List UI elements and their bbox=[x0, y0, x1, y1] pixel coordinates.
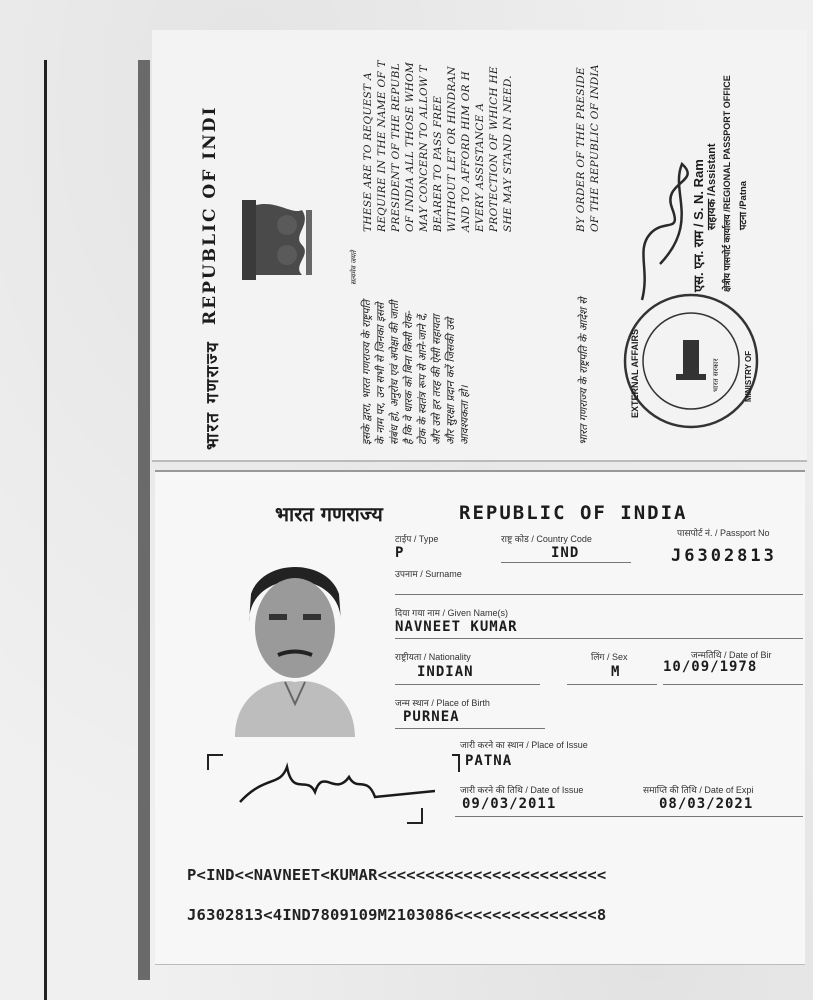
request-english-line-7: WITHOUT LET OR HINDRAN bbox=[446, 66, 458, 232]
place-of-birth-value: PURNEA bbox=[403, 709, 460, 725]
given-names-rule bbox=[395, 638, 803, 639]
request-english-line-3: PRESIDENT OF THE REPUBL bbox=[390, 63, 402, 232]
sex-rule bbox=[567, 684, 657, 685]
seal-text-center: भारत सरकार bbox=[712, 358, 720, 392]
surname-label: उपनाम / Surname bbox=[395, 569, 462, 579]
data-header-hindi: भारत गणराज्य bbox=[275, 502, 383, 526]
dates-rule bbox=[455, 816, 803, 817]
passport-no-value: J6302813 bbox=[671, 546, 777, 566]
observations-page bbox=[152, 30, 807, 462]
request-english-line-8: AND TO AFFORD HIM OR H bbox=[460, 71, 472, 232]
upper-title-english: REPUBLIC OF INDI bbox=[200, 105, 220, 325]
dob-value: 10/09/1978 bbox=[663, 659, 758, 675]
date-of-issue-value: 09/03/2011 bbox=[462, 796, 557, 812]
nationality-label: राष्ट्रीयता / Nationality bbox=[395, 652, 471, 662]
order-hindi: भारत गणराज्य के राष्ट्रपति के आदेश से bbox=[578, 297, 590, 445]
request-hindi-line-5: टोक के स्वतंत्र रूप से आने-जाने दें, bbox=[417, 312, 429, 445]
order-english-line-2: OF THE REPUBLIC OF INDIA bbox=[589, 64, 601, 232]
mrz-line-1: P<IND<<NAVNEET<KUMAR<<<<<<<<<<<<<<<<<<<<<<<< bbox=[187, 866, 607, 884]
official-seal-icon bbox=[620, 290, 762, 432]
request-hindi-line-2: के नाम पर, उन सभी से जिनका इससे bbox=[375, 302, 387, 445]
date-of-expiry-value: 08/03/2021 bbox=[659, 796, 754, 812]
nationality-rule bbox=[395, 684, 540, 685]
passport-data-page bbox=[155, 470, 805, 965]
request-english-line-11: SHE MAY STAND IN NEED. bbox=[502, 75, 514, 232]
request-hindi-line-3: संबंध हो, अनुरोध एवं अपेक्षा की जाती bbox=[389, 300, 401, 445]
request-english-line-4: OF INDIA ALL THOSE WHOM bbox=[404, 61, 416, 232]
type-value: P bbox=[395, 545, 405, 561]
country-code-rule bbox=[501, 562, 631, 563]
dob-label: जन्मतिथि / Date of Bir bbox=[691, 650, 772, 660]
given-names-value: NAVNEET KUMAR bbox=[395, 619, 518, 635]
date-of-issue-label: जारी करने की तिथि / Date of Issue bbox=[460, 785, 584, 795]
signature-box-corner bbox=[207, 754, 223, 770]
signatory-name: एस. एन. राम / S. N. Ram bbox=[691, 159, 706, 292]
given-names-label: दिया गया नाम / Given Name(s) bbox=[395, 608, 509, 618]
request-english-line-5: MAY CONCERN TO ALLOW T bbox=[418, 65, 430, 232]
mrz-line-2: J6302813<4IND7809109M2103086<<<<<<<<<<<<<<<8 bbox=[187, 906, 607, 924]
country-code-value: IND bbox=[551, 545, 580, 561]
request-hindi-line-4: है कि वे धारक को बिना किसी रोक- bbox=[403, 310, 415, 445]
request-hindi-line-7: और सुरक्षा प्रदान करें जिसकी उसे bbox=[445, 317, 457, 445]
national-emblem-icon bbox=[232, 195, 342, 285]
request-english-line-9: EVERY ASSISTANCE A bbox=[474, 102, 486, 232]
place-of-issue-label: जारी करने का स्थान / Place of Issue bbox=[460, 740, 588, 750]
dob-rule bbox=[663, 684, 803, 685]
passport-no-label: पासपोर्ट नं. / Passport No bbox=[677, 528, 770, 538]
type-label: टाईप / Type bbox=[395, 534, 439, 544]
surname-rule bbox=[395, 594, 803, 595]
request-english-line-10: PROTECTION OF WHICH HE bbox=[488, 66, 500, 232]
signatory-city: पटना /Patna bbox=[738, 180, 749, 230]
holder-photo bbox=[215, 542, 375, 737]
binding-spine bbox=[44, 60, 47, 1000]
sex-label: लिंग / Sex bbox=[591, 652, 628, 662]
request-english-line-6: BEARER TO PASS FREE bbox=[432, 95, 444, 232]
emblem-motto: सत्यमेव जयते bbox=[350, 250, 358, 285]
signatory-designation: सहायक /Assistant bbox=[706, 143, 718, 230]
nationality-value: INDIAN bbox=[417, 664, 474, 680]
holder-signature bbox=[235, 757, 435, 817]
sex-value: M bbox=[611, 664, 621, 680]
issue-bracket bbox=[452, 754, 460, 772]
place-of-birth-rule bbox=[395, 728, 545, 729]
data-header-english: REPUBLIC OF INDIA bbox=[459, 502, 688, 524]
request-hindi-line-1: इसके द्वारा, भारत गणराज्य के राष्ट्रपति bbox=[361, 300, 373, 445]
request-english-line-1: THESE ARE TO REQUEST A bbox=[362, 72, 374, 232]
seal-text-bottom: MINISTRY OF bbox=[744, 350, 753, 402]
upper-title-hindi: भारत गणराज्य bbox=[203, 340, 223, 450]
request-english-line-2: REQUIRE IN THE NAME OF T bbox=[376, 60, 388, 232]
signatory-office: क्षेत्रीय पासपोर्ट कार्यालय /REGIONAL PASSPORT OFFICE bbox=[722, 75, 732, 292]
place-of-issue-value: PATNA bbox=[465, 753, 513, 769]
seal-text-top: EXTERNAL AFFAIRS bbox=[630, 328, 640, 418]
request-hindi-line-6: और उसे हर तरह की ऐसी सहायता bbox=[431, 314, 443, 445]
order-english-line-1: BY ORDER OF THE PRESIDE bbox=[575, 67, 587, 232]
date-of-expiry-label: समाप्ति की तिथि / Date of Expi bbox=[643, 785, 754, 795]
country-code-label: राष्ट्र कोड / Country Code bbox=[501, 534, 592, 544]
request-hindi-line-8: आवश्यकता हो। bbox=[459, 385, 471, 445]
place-of-birth-label: जन्म स्थान / Place of Birth bbox=[395, 698, 490, 708]
page-edge bbox=[138, 60, 150, 980]
